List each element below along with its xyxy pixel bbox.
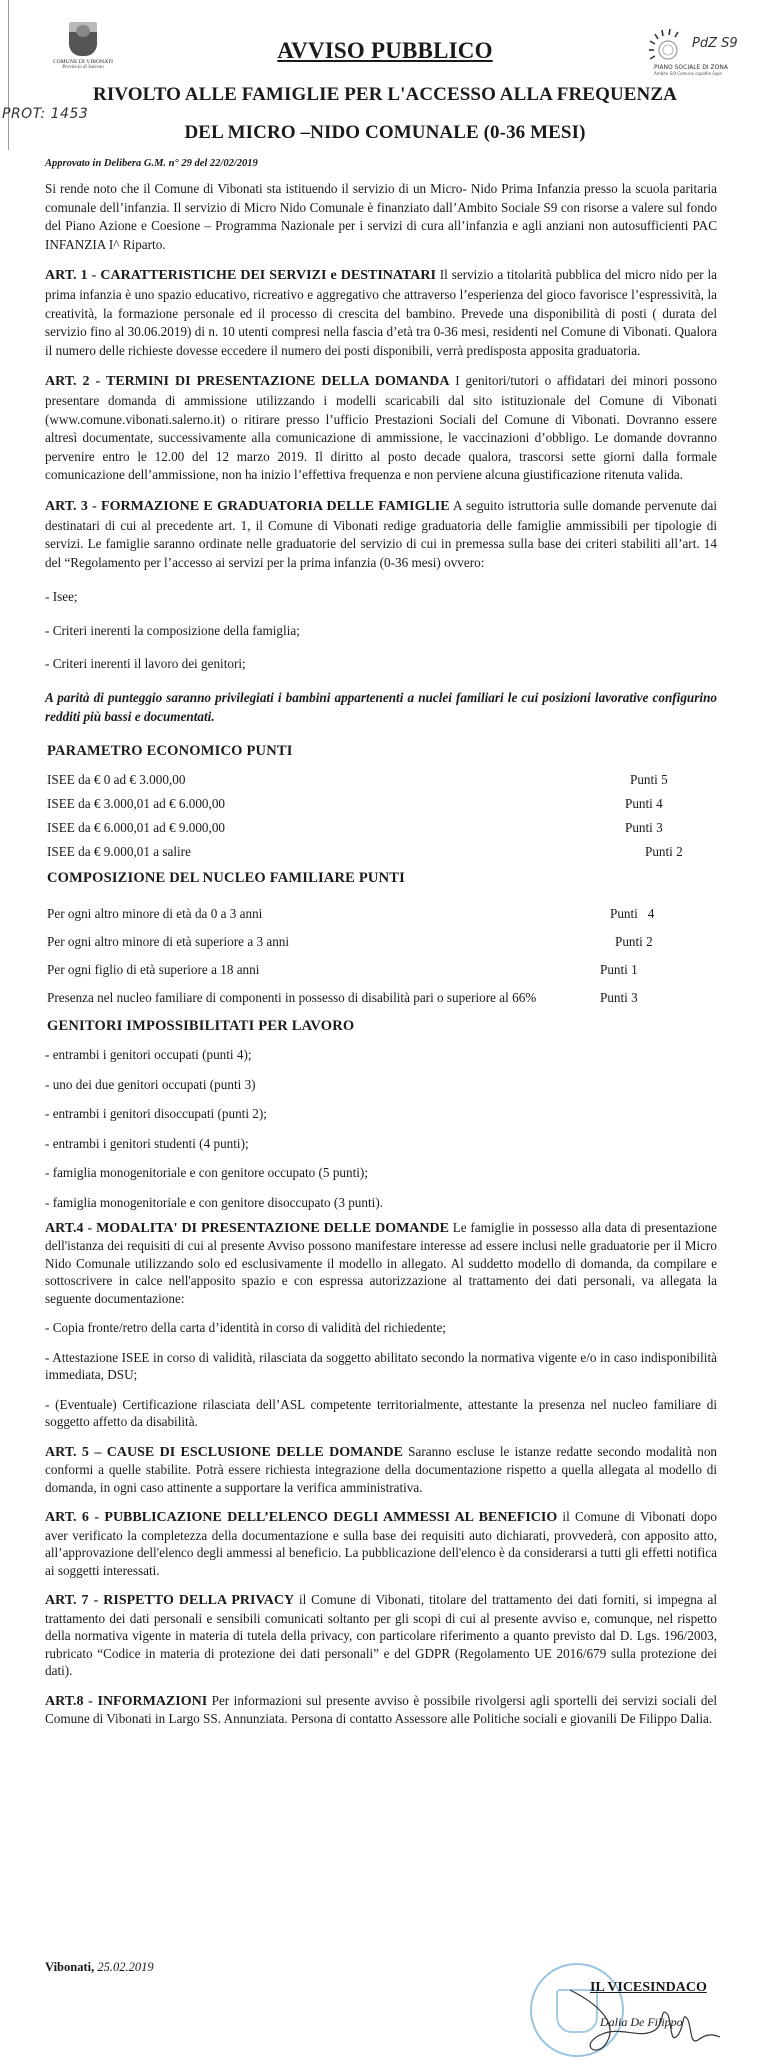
document-subtitle-line2: DEL MICRO –NIDO COMUNALE (0-36 MESI)	[184, 122, 586, 143]
criteria-item: - Isee;	[45, 589, 78, 605]
article-7	[45, 1591, 717, 1680]
criteria-item: - Criteri inerenti il lavoro dei genitori;	[45, 656, 246, 672]
economic-row	[45, 771, 717, 795]
row-label: ISEE da € 6.000,01 ad € 9.000,00	[47, 819, 226, 835]
work-item: - uno dei due genitori occupati (punti 3)	[45, 1076, 256, 1092]
work-item: - entrambi i genitori disoccupati (punti 2);	[45, 1106, 267, 1122]
family-row	[45, 933, 717, 961]
article-text: Il servizio a titolarità pubblica del micro nido per la prima infanzia è uno spazio educativo, ricreativo e aggregativo che attraverso l’esperienza del gioco favorisce l’espressività, la creatività, la formazione personale ed il processo di crescita del bambino. Prevede una disponibilità di posti ( durata del servizio fino al 30.06.2019) di n. 10 utenti compresi nella fascia d’età tra 0-36 mesi, residenti nel Comune di Vibonati. Qualora il numero delle richieste dovesse eccedere il numero dei posti disponibili, verrà predisposta apposita graduatoria.	[45, 267, 717, 358]
approval-note: Approvato in Delibera G.M. n° 29 del 22/02/2019	[45, 158, 258, 169]
work-item: - entrambi i genitori occupati (punti 4);	[45, 1047, 252, 1063]
piano-sociale-name: PIANO SOCIALE DI ZONA	[654, 64, 728, 71]
row-label: Per ogni altro minore di età da 0 a 3 anni	[47, 906, 263, 922]
piano-sociale-subtitle: Ambito S/9 Comune capofila Sapri	[654, 71, 723, 76]
family-heading: COMPOSIZIONE DEL NUCLEO FAMILIARE PUNTI	[47, 869, 405, 886]
article-8	[45, 1692, 717, 1728]
row-points: Punti 3	[625, 819, 663, 835]
tiebreak-note: A parità di punteggio saranno privilegiati i bambini appartenenti a nuclei familiari le cui posizioni lavorative configurino redditi più bassi e documentati.	[45, 690, 717, 724]
row-points: Punti 3	[600, 990, 638, 1006]
article-2	[45, 372, 717, 485]
document-body	[45, 180, 717, 1740]
document-item: - Copia fronte/retro della carta d’identità in corso di validità del richiedente;	[45, 1320, 446, 1336]
row-points: Punti 5	[630, 771, 668, 787]
family-row	[45, 989, 717, 1017]
work-item: - famiglia monogenitoriale e con genitore occupato (5 punti);	[45, 1165, 368, 1181]
row-points: Punti 2	[615, 934, 653, 950]
row-label: Per ogni altro minore di età superiore a 3 anni	[47, 934, 290, 950]
comune-province: Provincia di Salerno	[62, 65, 104, 70]
article-text: il Comune di Vibonati dopo aver verificato la completezza della documentazione e sulla base dei requisiti auto dichiarati, provvederà, con apposito atto, all’approvazione dell'elenco degli ammessi al beneficio. La pubblicazione dell'elenco è da considerarsi a tutti gli effetti notifica ai soggetti interessati.	[45, 1509, 717, 1578]
work-item: - famiglia monogenitoriale e con genitore disoccupato (3 punti).	[45, 1195, 384, 1210]
economic-row	[45, 843, 717, 867]
handwritten-protocol-number: PROT: 1453	[2, 106, 89, 122]
work-item: - entrambi i genitori studenti (4 punti);	[45, 1135, 249, 1151]
article-text: A seguito istruttoria sulle domande pervenute dai destinatari di cui al precedente art. 1, il Comune di Vibonati redige graduatoria delle famiglie ammissibili per tipologie di servizi. Le famiglie saranno ordinate nelle graduatorie del servizio di cui in premessa sulla base dei criteri stabiliti all’art. 14 del “Regolamento per l’accesso ai servizi per la prima infanzia (0-36 mesi) ovvero:	[45, 497, 717, 570]
row-label: ISEE da € 0 ad € 3.000,00	[47, 771, 186, 787]
row-label: Presenza nel nucleo familiare di componenti in possesso di disabilità pari o superiore al 66%	[47, 990, 537, 1006]
article-title: ART. 1 - CARATTERISTICHE DEI SERVIZI e DESTINATARI	[45, 268, 436, 284]
handwritten-signature-icon	[560, 1985, 740, 2060]
economic-row	[45, 795, 717, 819]
date: 25.02.2019	[94, 1960, 154, 1974]
article-title: ART.8 - INFORMAZIONI	[45, 1693, 208, 1709]
row-points: Punti 2	[645, 843, 683, 859]
article-title: ART. 5 – CAUSE DI ESCLUSIONE DELLE DOMANDE	[45, 1444, 403, 1460]
article-title: ART. 6 - PUBBLICAZIONE DELL’ELENCO DEGLI AMMESSI AL BENEFICIO	[45, 1510, 558, 1526]
article-text: Per informazioni sul presente avviso è possibile rivolgersi agli sportelli dei servizi sociali del Comune di Vibonati in Largo SS. Annunziata. Persona di contatto Assessore alle Politiche sociali e giovanili De Filippo Dalia.	[45, 1692, 717, 1727]
article-text: Le famiglie in possesso alla data di presentazione dell'istanza dei requisiti di cui al presente Avviso possono manifestare interesse ad essere inclusi nelle graduatorie per il Micro Nido Comunale utilizzando solo ed esclusivamente il modello in allegato. Al suddetto modello di domanda, da compilare e sottoscrivere in calce nell'apposito spazio e con espressa autorizzazione al trattamento dei dati personali, va allegata la seguente documentazione:	[45, 1219, 717, 1306]
criteria-item: - Criteri inerenti la composizione della famiglia;	[45, 622, 300, 638]
article-text: il Comune di Vibonati, titolare del trattamento dei dati forniti, si impegna al trattamento dei dati personali e sensibili comunicati soltanto per gli scopi di cui al presente avviso e, comunque, nel rispetto della normativa vigente in materia di tutela della privacy, con particolare riferimento a quanto previsto dal D. Lgs. 196/2003, rubricato “Codice in materia di protezione dei dati personali” e del GDPR (Regolamento UE 2016/679 sulla protezione dei dati).	[45, 1592, 717, 1679]
row-label: Per ogni figlio di età superiore a 18 anni	[47, 962, 260, 978]
article-title: ART. 3 - FORMAZIONE E GRADUATORIA DELLE FAMIGLIE	[45, 498, 450, 514]
economic-row	[45, 819, 717, 843]
document-title: AVVISO PUBBLICO	[277, 38, 493, 63]
work-heading: GENITORI IMPOSSIBILITATI PER LAVORO	[47, 1018, 355, 1035]
article-1	[45, 266, 717, 360]
intro-paragraph: Si rende noto che il Comune di Vibonati sta istituendo il servizio di un Micro- Nido Prima Infanzia presso la scuola paritaria comunale dell’infanzia. Il servizio di Micro Nido Comunale è finanziato dall’Ambito Sociale S9 con risorse a valere sul fondo del Piano Azione e Coesione – Programma Nazionale per i servizi di cura all’infanzia e agli anziani non autosufficienti PAC INFANZIA I^ Riparto.	[45, 181, 717, 252]
article-5	[45, 1443, 717, 1497]
comune-name: COMUNE DI VIBONATI	[52, 59, 114, 65]
row-points: Punti 4	[610, 906, 655, 922]
pdz-mark: PdZ S9	[692, 36, 738, 51]
article-text: I genitori/tutori o affidatari dei minori possono presentare domanda di ammissione utilizzando i modelli scaricabili dal sito istituzionale del Comune di Vibonati (www.comune.vibonati.salerno.it) o ritirare presso l’ufficio Prestazioni Sociali del Comune di Vibonati. Dovranno essere altresì documentate, successivamente alla comunicazione di ammissione, le vaccinazioni d’obbligo. Le domande dovranno pervenire entro le 12.00 del 12 marzo 2019. Il diritto al posto decade qualora, trascorsi sette giorni dalla formale comunicazione dell’ammissione, non ha inizio l’effettiva frequenza e non perviene alcuna giustificazione ritenuta valida.	[45, 373, 718, 483]
article-title: ART.4 - MODALITA' DI PRESENTAZIONE DELLE DOMANDE	[45, 1220, 449, 1236]
row-label: ISEE da € 3.000,01 ad € 6.000,00	[47, 795, 226, 811]
row-points: Punti 1	[600, 962, 638, 978]
document-item: - Attestazione ISEE in corso di validità, rilasciata da soggetto abilitato secondo la normativa vigente e/o in caso indisponibilità immediata, DSU;	[45, 1349, 717, 1383]
family-row	[45, 905, 717, 933]
document-subtitle-line1: RIVOLTO ALLE FAMIGLIE PER L'ACCESSO ALLA FREQUENZA	[93, 84, 677, 105]
article-title: ART. 2 - TERMINI DI PRESENTAZIONE DELLA DOMANDA	[45, 374, 450, 390]
article-title: ART. 7 - RISPETTO DELLA PRIVACY	[45, 1593, 295, 1609]
article-4	[45, 1219, 717, 1308]
signer-title: IL VICESINDACO	[590, 1980, 707, 1995]
place-and-date	[45, 1960, 154, 1975]
row-points: Punti 4	[625, 795, 663, 811]
article-text: Saranno escluse le istanze redatte secondo modalità non conformi a quelle stabilite. Potrà essere richiesta integrazione della documentazione rispetto a quella allegata al modello di domanda, in ogni caso attinente a supportare la verifica amministrativa.	[45, 1443, 718, 1495]
article-3	[45, 497, 717, 572]
economic-heading: PARAMETRO ECONOMICO PUNTI	[47, 743, 293, 760]
article-6	[45, 1508, 717, 1579]
place: Vibonati,	[45, 1960, 95, 1974]
signer-name: Dalia De Filippo	[600, 2015, 683, 2029]
row-label: ISEE da € 9.000,01 a salire	[47, 843, 191, 859]
family-row	[45, 961, 717, 989]
document-item: - (Eventuale) Certificazione rilasciata dell’ASL competente territorialmente, attestante la presenza nel nucleo familiare di soggetto affetto da disabilità.	[45, 1396, 717, 1430]
